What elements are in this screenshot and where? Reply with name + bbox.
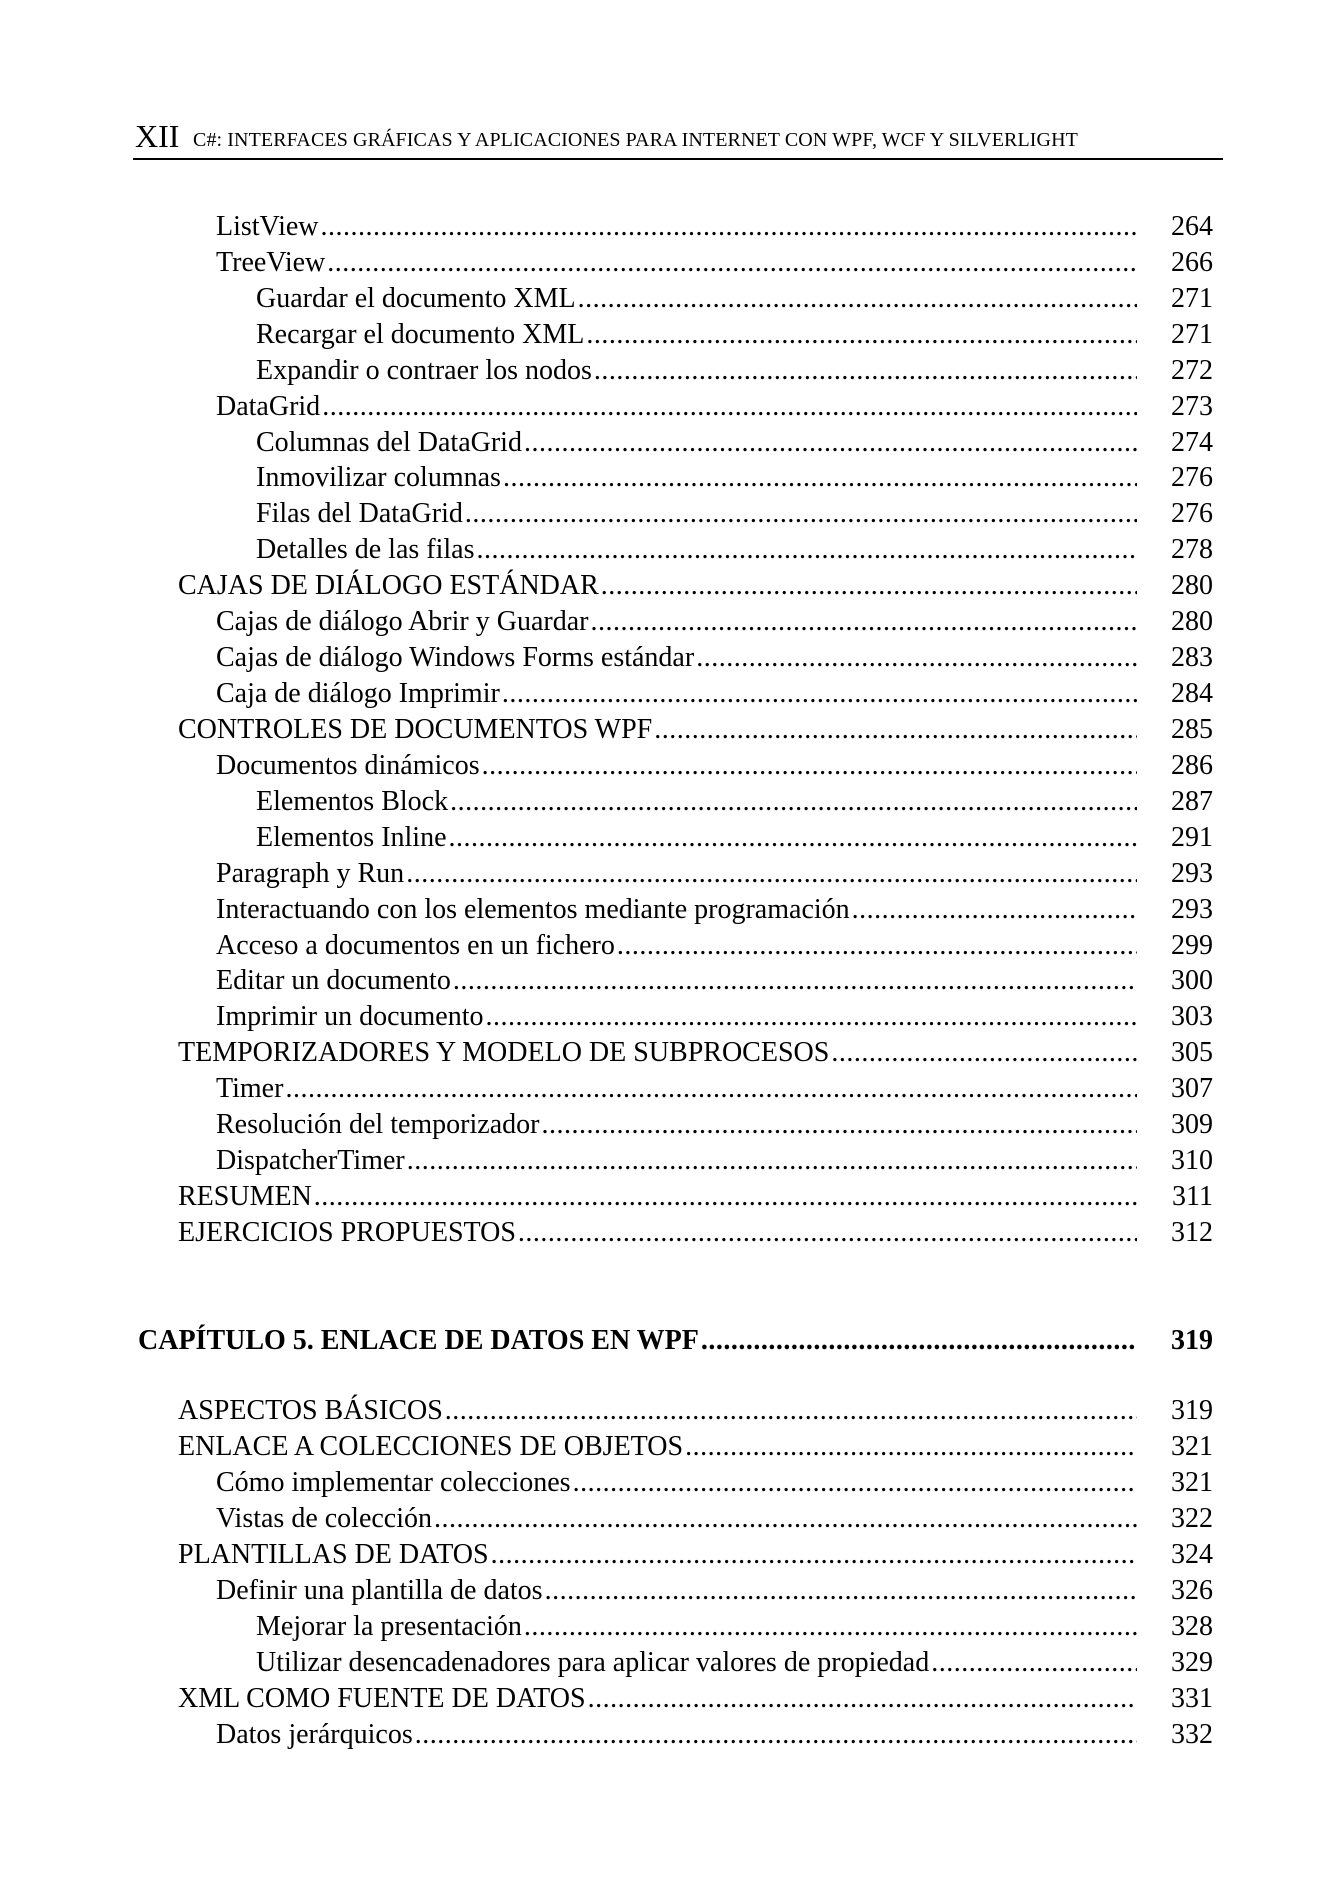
toc-entry-title: Resolución del temporizador <box>216 1109 540 1140</box>
toc-entry-title: CAJAS DE DIÁLOGO ESTÁNDAR <box>178 570 599 601</box>
toc-entry-title: Documentos dinámicos <box>216 750 480 781</box>
dot-leader <box>482 749 1137 783</box>
toc-entry <box>256 821 1213 855</box>
dot-leader <box>586 318 1137 352</box>
toc-page-number: 271 <box>1171 283 1213 314</box>
dot-leader <box>685 1430 1137 1464</box>
toc-entry <box>178 1216 1213 1250</box>
toc-entry-title: DataGrid <box>216 391 321 422</box>
dot-leader <box>503 461 1137 495</box>
toc-entry <box>178 1036 1213 1070</box>
toc-page-number: 321 <box>1171 1431 1213 1462</box>
dot-leader <box>590 605 1137 639</box>
toc-entry <box>216 1574 1213 1608</box>
toc-page-number: 280 <box>1171 606 1213 637</box>
toc-entry-title: ListView <box>216 211 319 242</box>
dot-leader <box>434 1502 1137 1536</box>
toc-entry-title: XML COMO FUENTE DE DATOS <box>178 1683 586 1714</box>
toc-entry-title: EJERCICIOS PROPUESTOS <box>178 1217 516 1248</box>
toc-entry-title: Vistas de colección <box>216 1503 433 1534</box>
toc-entry <box>216 1466 1213 1500</box>
running-head <box>133 118 1223 160</box>
toc-page-number: 303 <box>1171 1001 1213 1032</box>
toc-entry <box>256 318 1213 352</box>
toc-page-number: 328 <box>1171 1611 1213 1642</box>
dot-leader <box>314 1180 1137 1214</box>
toc-page-number: 264 <box>1171 211 1213 242</box>
toc-entry-title: Definir una plantilla de datos <box>216 1575 543 1606</box>
dot-leader <box>453 964 1137 998</box>
toc-page-number: 322 <box>1171 1503 1213 1534</box>
toc-entry-title: Elementos Inline <box>256 822 447 853</box>
toc-entry <box>216 1718 1213 1752</box>
toc-page-number: 266 <box>1171 247 1213 278</box>
toc-entry <box>216 893 1213 927</box>
toc-page-number: 273 <box>1171 391 1213 422</box>
dot-leader <box>588 1682 1137 1716</box>
dot-leader <box>931 1646 1137 1680</box>
toc-entry-title: ENLACE A COLECCIONES DE OBJETOS <box>178 1431 684 1462</box>
dot-leader <box>701 1324 1137 1358</box>
toc-entry-title: Paragraph y Run <box>216 858 405 889</box>
toc-page-number: 331 <box>1171 1683 1213 1714</box>
toc-entry <box>216 246 1213 280</box>
toc-page-number: 293 <box>1171 858 1213 889</box>
dot-leader <box>327 246 1137 280</box>
toc-page-number: 310 <box>1171 1145 1213 1176</box>
dot-leader <box>415 1718 1137 1752</box>
toc-entry-title: Editar un documento <box>216 965 451 996</box>
toc-entry-title: TreeView <box>216 247 326 278</box>
toc-entry <box>216 641 1213 675</box>
toc-page-number: 309 <box>1171 1109 1213 1140</box>
toc-entry <box>216 677 1213 711</box>
toc-entry <box>216 929 1213 963</box>
toc-page-number: 319 <box>1171 1325 1213 1356</box>
toc-page-number: 319 <box>1171 1395 1213 1426</box>
dot-leader <box>285 1072 1137 1106</box>
toc-entry-title: Imprimir un documento <box>216 1001 484 1032</box>
toc-entry-title: ASPECTOS BÁSICOS <box>178 1395 443 1426</box>
toc-page-number: 274 <box>1171 427 1213 458</box>
toc-entry-title: CAPÍTULO 5. ENLACE DE DATOS EN WPF <box>138 1325 699 1356</box>
dot-leader <box>491 1538 1137 1572</box>
toc-page-number: 321 <box>1171 1467 1213 1498</box>
toc-entry-title: Filas del DataGrid <box>256 498 463 529</box>
toc-entry <box>216 1072 1213 1106</box>
toc-page-number: 326 <box>1171 1575 1213 1606</box>
toc-entry-title: Recargar el documento XML <box>256 319 585 350</box>
toc-entry-title: Mejorar la presentación <box>256 1611 522 1642</box>
dot-leader <box>486 1000 1137 1034</box>
dot-leader <box>573 1466 1137 1500</box>
toc-page-number: 307 <box>1171 1073 1213 1104</box>
toc-entry <box>256 497 1213 531</box>
toc-entry-title: Columnas del DataGrid <box>256 427 522 458</box>
toc-entry <box>178 1394 1213 1428</box>
toc-entry <box>178 713 1213 747</box>
dot-leader <box>445 1394 1137 1428</box>
dot-leader <box>524 1610 1137 1644</box>
toc-entry <box>256 1610 1213 1644</box>
page-folio: XII <box>135 118 180 154</box>
toc-entry <box>256 354 1213 388</box>
toc-entry <box>216 857 1213 891</box>
toc-entry <box>256 785 1213 819</box>
toc-page-number: 299 <box>1171 930 1213 961</box>
dot-leader <box>545 1574 1137 1608</box>
toc-page-number: 305 <box>1171 1037 1213 1068</box>
toc-entry <box>178 569 1213 603</box>
toc-entry-title: Utilizar desencadenadores para aplicar valores de propiedad <box>256 1647 930 1678</box>
toc-entry <box>216 1144 1213 1178</box>
toc-entry <box>216 1502 1213 1536</box>
toc-chapter-entry <box>138 1324 1213 1358</box>
toc-page-number: 276 <box>1171 498 1213 529</box>
toc-entry <box>256 1646 1213 1680</box>
toc-page-number: 283 <box>1171 642 1213 673</box>
toc-entry-title: Guardar el documento XML <box>256 283 576 314</box>
dot-leader <box>407 1144 1137 1178</box>
dot-leader <box>406 857 1137 891</box>
toc-entry <box>216 210 1213 244</box>
toc-entry-title: TEMPORIZADORES Y MODELO DE SUBPROCESOS <box>178 1037 830 1068</box>
toc-page-number: 280 <box>1171 570 1213 601</box>
toc-entry-title: Expandir o contraer los nodos <box>256 355 592 386</box>
toc-entry-title: PLANTILLAS DE DATOS <box>178 1539 489 1570</box>
toc-page-number: 293 <box>1171 894 1213 925</box>
toc-page-number: 312 <box>1171 1217 1213 1248</box>
dot-leader <box>465 497 1137 531</box>
toc-entry-title: Detalles de las filas <box>256 534 475 565</box>
toc-page-number: 285 <box>1171 714 1213 745</box>
toc-entry <box>178 1430 1213 1464</box>
dot-leader <box>321 210 1137 244</box>
toc-entry <box>216 1000 1213 1034</box>
toc-entry-title: Cómo implementar colecciones <box>216 1467 571 1498</box>
toc-entry-title: Timer <box>216 1073 284 1104</box>
toc-entry <box>256 426 1213 460</box>
toc-page-number: 300 <box>1171 965 1213 996</box>
dot-leader <box>322 390 1137 424</box>
toc-entry-title: Interactuando con los elementos mediante programación <box>216 894 850 925</box>
dot-leader <box>601 569 1137 603</box>
toc-page-number: 272 <box>1171 355 1213 386</box>
toc-page-number: 287 <box>1171 786 1213 817</box>
book-title: C#: INTERFACES GRÁFICAS Y APLICACIONES PARA INTERNET CON WPF, WCF Y SILVERLIGHT <box>193 129 1078 151</box>
toc-entry <box>178 1682 1213 1716</box>
dot-leader <box>450 785 1137 819</box>
dot-leader <box>524 426 1137 460</box>
toc-page-number: 284 <box>1171 678 1213 709</box>
toc-entry <box>256 282 1213 316</box>
toc-entry-title: Datos jerárquicos <box>216 1719 413 1750</box>
toc-entry <box>178 1180 1213 1214</box>
toc-entry <box>178 1538 1213 1572</box>
toc-page-number: 276 <box>1171 462 1213 493</box>
dot-leader <box>594 354 1137 388</box>
toc-entry-title: RESUMEN <box>178 1181 312 1212</box>
dot-leader <box>696 641 1137 675</box>
toc-page-number: 332 <box>1171 1719 1213 1750</box>
toc-entry <box>256 461 1213 495</box>
toc-page-number: 329 <box>1171 1647 1213 1678</box>
toc-page-number: 324 <box>1171 1539 1213 1570</box>
dot-leader <box>449 821 1137 855</box>
toc-page-number: 278 <box>1171 534 1213 565</box>
toc-entry <box>216 605 1213 639</box>
toc-entry-title: Caja de diálogo Imprimir <box>216 678 500 709</box>
toc-entry <box>216 749 1213 783</box>
toc-page-number: 291 <box>1171 822 1213 853</box>
dot-leader <box>502 677 1137 711</box>
dot-leader <box>852 893 1137 927</box>
toc-entry <box>216 964 1213 998</box>
toc-entry-title: Cajas de diálogo Windows Forms estándar <box>216 642 695 673</box>
dot-leader <box>831 1036 1137 1070</box>
dot-leader <box>578 282 1137 316</box>
toc-entry <box>216 1108 1213 1142</box>
dot-leader <box>518 1216 1137 1250</box>
dot-leader <box>654 713 1137 747</box>
toc-entry-title: Cajas de diálogo Abrir y Guardar <box>216 606 589 637</box>
dot-leader <box>617 929 1137 963</box>
toc-page-number: 271 <box>1171 319 1213 350</box>
toc-page-number: 286 <box>1171 750 1213 781</box>
toc-entry-title: CONTROLES DE DOCUMENTOS WPF <box>178 714 653 745</box>
toc-page-number: 311 <box>1172 1181 1213 1212</box>
toc-entry-title: Inmovilizar columnas <box>256 462 501 493</box>
toc-entry-title: DispatcherTimer <box>216 1145 405 1176</box>
toc-entry-title: Elementos Block <box>256 786 449 817</box>
dot-leader <box>476 533 1137 567</box>
toc-entry-title: Acceso a documentos en un fichero <box>216 930 615 961</box>
toc-entry <box>256 533 1213 567</box>
dot-leader <box>541 1108 1137 1142</box>
toc-entry <box>216 390 1213 424</box>
